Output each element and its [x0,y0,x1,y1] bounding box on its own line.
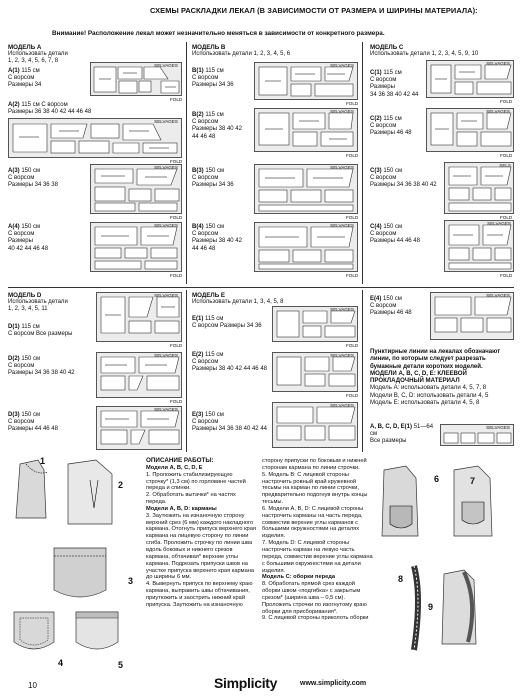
instructions-col-2 [262,458,374,622]
step-9-number: 9 [428,602,434,612]
dashed-lines-note: Пунктирные линии на лекалах обозначают линии, по которым следует разрезать бумажные детали коротких моделей. [370,348,501,370]
page-title: СХЕМЫ РАСКЛАДКИ ЛЕКАЛ (В ЗАВИСИМОСТИ ОТ РАЗМЕРА И ШИРИНЫ МАТЕРИАЛА): [150,6,478,15]
model-c-use: Использовать детали 1, 2, 3, 4, 5, 9, 10 [370,51,479,57]
fold-label: FOLD [500,215,513,220]
instructions-subhead: Модель C: оборки переда [262,574,336,581]
layout-c2-label: C(2) 115 см С ворсом Размеры 46 48 [370,116,412,137]
selvages-label: SELVAGES [154,223,178,228]
brand-logo: Simplicity [214,675,278,691]
layout-e1-diagram [272,306,358,342]
layout-a2-label: A(2) 115 см С ворсом Размеры 36 38 40 42 44 46 48 [8,102,92,116]
selvages-label: SELS [499,163,511,168]
layout-c2-diagram [426,108,514,152]
selvages-label: SELVAGES [154,407,178,412]
fold-label: FOLD [346,393,359,398]
model-d-use: Использовать детали [8,299,68,305]
layout-b2-label: B(2) 115 см С ворсом Размеры 38 40 42 44 46 48 [192,112,242,140]
step-5-number: 5 [118,660,124,670]
selvages-label: SELVAGES [486,109,510,114]
bodice-front-illustration [16,460,46,518]
model-d-heading: МОДЕЛЬ D [8,292,42,299]
step-3-number: 3 [128,576,134,586]
instructions-col-1 [146,458,256,609]
layout-a4-label: A(4) 150 см С ворсом Размеры 40 42 44 46 48 [8,224,49,252]
instructions-heading: ОПИСАНИЕ РАБОТЫ: [146,457,214,464]
model-b-use: Использовать детали 1, 2, 3, 4, 5, 6 [192,51,291,57]
model-c-heading: МОДЕЛЬ C [370,44,404,51]
fold-label: FOLD [500,273,513,278]
model-b-block [192,44,290,58]
layout-a3-diagram [90,164,182,214]
model-a-use: Использовать детали [8,51,68,57]
selvages-label: SELVAGES [154,119,178,124]
selvages-label: SELVAGES [330,63,354,68]
model-c-block [370,44,478,58]
interfacing-heading: МОДЕЛИ A, B, C, D, E: КЛЕЕВОЙ ПРОКЛАДОЧНЫЙ МАТЕРИАЛ [370,369,467,385]
instruction-step: 7. Модель D: С лицевой стороны настрочить карман на левую часть переда, совместив верхние углы кармана с большими окружностями на детали изделия. [262,540,373,574]
instruction-step: 3. Заутюжить на изнаночную сторону верхний срез (6 мм) каждого накладного кармана. Отогнуть припуск верхнего края кармана на лицевую сторону по линии сгиба. Проложить строчку по линии шва вдоль боковых и нижнего срезов кармана, обтачивая* верхние углы кармана. Подрезать припуски швов на участке припуска верхнего края кармана до ширины 6 мм. [146,512,256,581]
layout-b3-diagram [254,164,358,214]
selvages-label: SELVAGES [487,221,511,226]
step-6-number: 6 [434,474,440,484]
fold-label: FOLD [346,343,359,348]
fold-label: FOLD [170,159,183,164]
step-7-number: 7 [470,476,476,486]
brand-url: www.simplicity.com [300,680,367,687]
selvages-label: SELVAGES [330,165,354,170]
instruction-step: 5. Модель B: С лицевой стороны настрочить ровный край кружевной тесьмы на карман по линии строчки, предварительно подогнув внутрь концы тесьмы. [262,471,368,506]
layout-a1-label: A(1) 115 см С ворсом Размеры 34 [8,68,42,89]
pocket-illustration [54,548,106,597]
model-e-block [192,292,283,306]
instruction-step: 4. Вывернуть припуск по верхнему краю кармана, выправить швы обтачивания, приутюжить и заострить нижний край припуска. Заутюжить на изнаночную [146,581,253,608]
selvages-label: SELVAGES [330,353,354,358]
layout-e1-label: E(1) 115 см С ворсом Размеры 34 36 [192,316,262,330]
instruction-step: 2. Обработать вытачки* на частях переда. [146,492,236,506]
selvages-label: SELVAGES [486,425,510,430]
selvages-label: SELVAGES [154,165,178,170]
layout-c1-diagram [426,60,514,98]
model-b-heading: МОДЕЛЬ B [192,44,226,51]
layout-b1-diagram [254,62,358,100]
layout-interfacing-diagram [440,424,514,446]
fold-label: FOLD [500,99,513,104]
layout-c3-diagram [444,162,514,214]
section-divider [8,287,514,288]
layout-e2-label: E(2) 115 см С ворсом Размеры 38 40 42 44 46 48 [192,352,267,373]
instruction-step: 6. Модели A, B, D: С лицевой стороны настрочить карманы на часть переда, совместив верхние углы карманов с большими окружностями на деталях изделия. [262,505,364,540]
selvages-label: SELVAGES [154,63,178,68]
layout-e3-label: E(3) 150 см С ворсом Размеры 34 36 38 40 42 44 [192,412,267,433]
selvages-label: SELVAGES [330,307,354,312]
layout-c3-label: C(3) 150 см С ворсом Размеры 34 36 38 40 42 [370,168,437,189]
fold-label: FOLD [346,273,359,278]
layout-e4-diagram [430,292,514,340]
layout-c4-label: C(4) 150 см С ворсом Размеры 44 46 48 [370,224,420,245]
instructions-subhead: Модели A, B, D: карманы [146,505,217,512]
fold-label: FOLD [170,215,183,220]
step-illustrations-left [6,456,144,676]
layout-b1-label: B(1) 115 см С ворсом Размеры 34 36 [192,68,234,89]
layout-c1-label: C(1) 115 см С ворсом Размеры 34 36 38 40 42 44 [370,70,419,98]
fold-label: FOLD [170,343,183,348]
selvages-label: SELVAGES [486,61,510,66]
model-a-block [8,44,68,65]
column-divider [362,42,363,284]
model-d-block [8,292,68,313]
instructions-subhead: Модели A, B, C, D, E [146,464,203,471]
selvages-label: SELVAGES [330,223,354,228]
interfacing-line: Модель E: использовать детали 4, 5, 8 [370,399,480,407]
layout-b3-label: B(3) 150 см С ворсом Размеры 34 36 [192,168,234,189]
layout-a1-diagram [90,62,182,96]
model-e-heading: МОДЕЛЬ E [192,292,226,299]
step-illustrations-right [378,462,518,672]
layout-d1-label: D(1) 115 см С ворсом Все размеры [8,324,73,338]
fold-label: FOLD [170,399,183,404]
layout-e4-label: E(4) 150 см С ворсом Размеры 46 48 [370,296,412,317]
instruction-step: сторону припуски по боковым и нижней сторонам кармана по линии строчки. [262,458,367,471]
layout-a3-label: A(3) 150 см С ворсом Размеры 34 36 38 [8,168,58,189]
interfacing-line: Модели B, C, D: использовать детали 4, 5 [370,391,489,399]
fold-label: FOLD [170,97,183,102]
fold-label: FOLD [346,153,359,158]
selvages-label: SELVAGES [330,109,354,114]
layout-a4-diagram [90,222,182,272]
warning-note: Внимание! Расположение лекал может незначительно меняться в зависимости от конкретного размера. [52,30,385,37]
selvages-label: SELVAGES [486,293,510,298]
layout-d2-label: D(2) 150 см С ворсом Размеры 34 36 38 40 42 [8,356,75,377]
layout-c4-diagram [444,220,514,272]
selvages-label: SELVAGES [154,353,178,358]
layout-interfacing-label: A, B, C, D, E(1) 51—64 см Все размеры [370,424,434,445]
selvages-label: SELVAGES [154,293,178,298]
model-e-use: Использовать детали 1, 3, 4, 5, 8 [192,299,284,305]
layout-b2-diagram [254,108,358,152]
layout-b4-diagram [254,222,358,272]
layout-d2-diagram [96,352,182,398]
step-4-number: 4 [58,658,64,668]
model-a-parts: 1, 2, 3, 4, 5, 6, 7, 8 [8,58,59,65]
column-divider [186,290,187,452]
model-a-heading: МОДЕЛЬ A [8,44,42,51]
layout-d1-diagram [96,292,182,342]
layout-d3-diagram [96,406,182,450]
step-1-number: 1 [40,456,46,466]
interfacing-notes [370,348,516,406]
column-divider [186,42,187,284]
fold-label: FOLD [170,273,183,278]
interfacing-line: Модель A: использовать детали 4, 5, 7, 8 [370,384,487,392]
layout-d3-label: D(3) 150 см С ворсом Размеры 44 46 48 [8,412,58,433]
column-divider [362,290,363,452]
fold-label: FOLD [346,215,359,220]
instruction-step: 8. Обработать прямой срез каждой оборки швом «подгибка» с закрытым срезом* (ширина шва – 0,5 см). Проложить строчки по изогнутому краю оборки для присборивания*. [262,581,367,615]
step-2-number: 2 [118,480,124,490]
layout-a2-diagram [8,118,182,158]
bodice-dart-illustration [68,460,112,524]
model-d-parts: 1, 2, 3, 4, 5, 11 [8,306,48,313]
fold-label: FOLD [500,153,513,158]
instruction-step: 1. Проложить стабилизирующую строчку* (1,3 см) по горловине частей переда и спинки. [146,471,246,492]
selvages-label: SELVAGES [330,403,354,408]
layout-b4-label: B(4) 150 см С ворсом Размеры 38 40 42 44 46 48 [192,224,242,252]
layout-e3-diagram [272,402,358,448]
layout-e2-diagram [272,352,358,392]
page-number: 10 [28,681,37,690]
fold-label: FOLD [346,101,359,106]
step-8-number: 8 [398,574,404,584]
instruction-step: 9. С лицевой стороны приколоть оборки [262,615,369,622]
